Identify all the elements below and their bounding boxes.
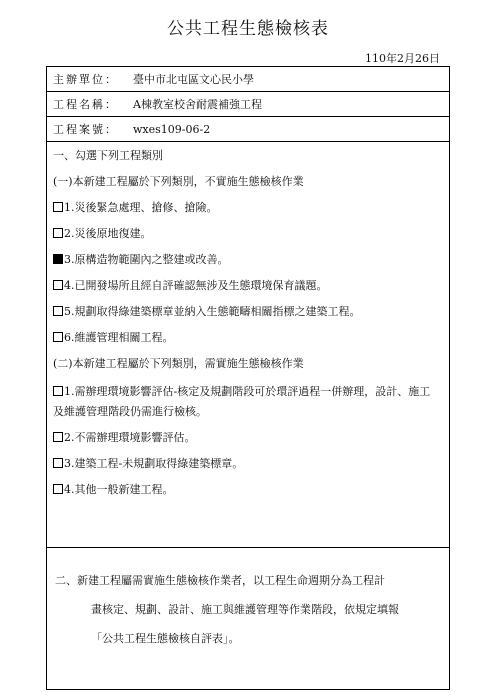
case-row [47, 117, 449, 142]
page-title: 公共工程生態檢核表 [167, 19, 329, 39]
checkbox[interactable] [53, 484, 63, 494]
group2-heading: (二)本新建工程屬於下列類別，需實施生態檢核作業 [53, 357, 304, 370]
project-label: 工程名稱： [53, 98, 118, 111]
group2-item: 1.需辦理環境影響評估-核定及規劃階段可於環評過程一併辦理，設計、施工及維護管理階段仍需進行檢核。 [53, 385, 431, 418]
section-category [47, 142, 449, 548]
checkbox[interactable] [53, 386, 63, 396]
checkbox[interactable] [53, 280, 63, 290]
section1-heading: 一、勾選下列工程類別 [53, 149, 163, 162]
group1-item: 5.規劃取得綠建築標章並納入生態範疇相關指標之建築工程。 [53, 304, 439, 320]
checkbox[interactable] [53, 202, 63, 212]
checkbox[interactable] [53, 228, 63, 238]
case-value: wxes109-06-2 [133, 123, 211, 136]
group1-item: 3.原構造物範圍內之整建或改善。 [53, 252, 439, 268]
group2-item: 3.建築工程-未規劃取得綠建築標章。 [53, 456, 439, 472]
group1-item: 1.災後緊急處理、搶修、搶險。 [53, 200, 439, 216]
group1-item: 6.維護管理相關工程。 [53, 330, 439, 346]
group2-item: 4.其他一般新建工程。 [53, 482, 439, 498]
group1-heading: (一)本新建工程屬於下列類別，不實施生態檢核作業 [53, 175, 304, 188]
checkbox-checked[interactable] [53, 254, 63, 264]
group2-item: 2.不需辦理環境影響評估。 [53, 430, 439, 446]
form-date: 110年2月26日 [365, 52, 440, 65]
project-row [47, 92, 449, 117]
project-value: A棟教室校舍耐震補強工程 [133, 98, 262, 111]
checkbox[interactable] [53, 306, 63, 316]
section2-line: 二、新建工程屬需實施生態檢核作業者，以工程生命週期分為工程計 [55, 574, 385, 587]
agency-row [47, 67, 449, 92]
agency-label: 主辦單位： [53, 73, 118, 86]
checkbox[interactable] [53, 332, 63, 342]
group1-item: 2.災後原地復建。 [53, 226, 439, 242]
section-instructions [47, 548, 449, 691]
form-table [46, 66, 450, 690]
case-label: 工程案號： [53, 123, 118, 136]
section2-line: 「公共工程生態檢核自評表」。 [91, 632, 240, 645]
section2-line: 畫核定、規劃、設計、施工與維護管理等作業階段，依規定填報 [91, 603, 399, 616]
group1-item: 4.已開發場所且經自評確認無涉及生態環境保育議題。 [53, 278, 439, 294]
agency-value: 臺中市北屯區文心民小學 [133, 73, 254, 86]
checkbox[interactable] [53, 432, 63, 442]
checkbox[interactable] [53, 458, 63, 468]
